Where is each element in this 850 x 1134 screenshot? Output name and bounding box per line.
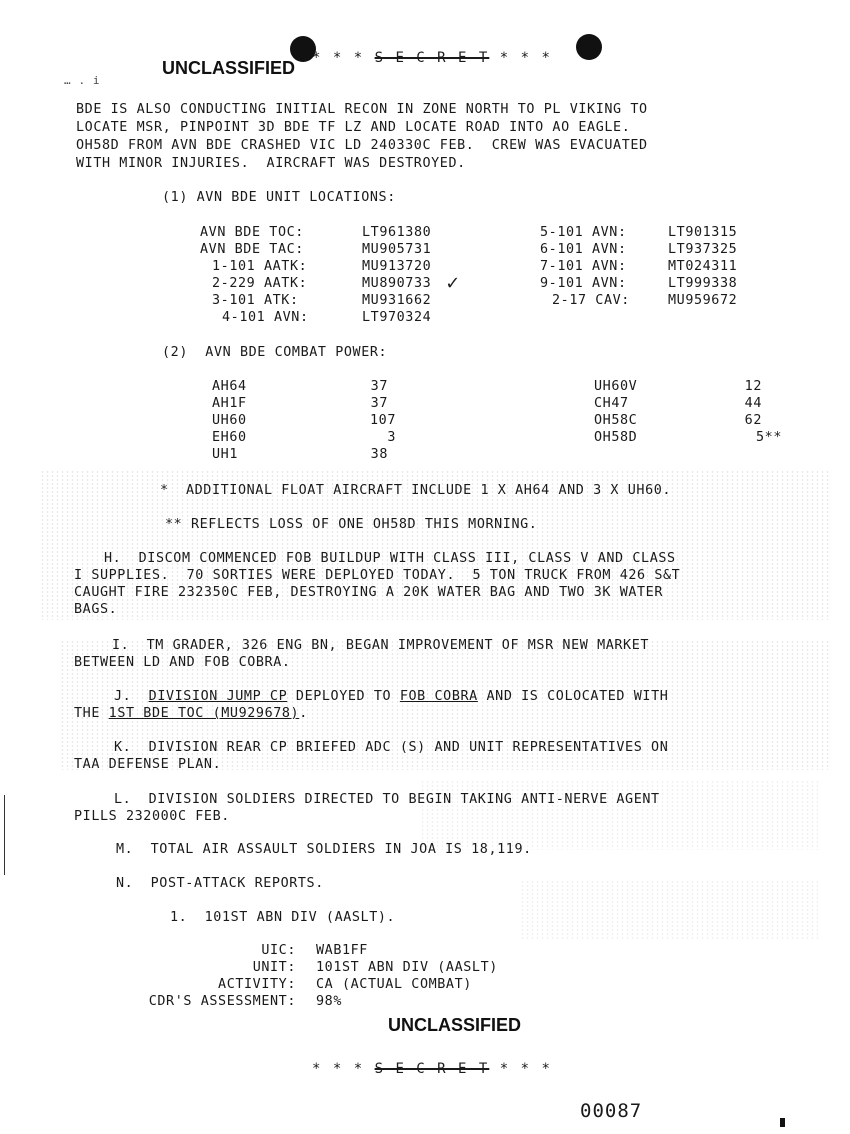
unit-name: 7-101 AVN: [540,259,627,274]
unit-name: 6-101 AVN: [540,242,627,257]
table-row [212,395,396,412]
field-value: CA (ACTUAL COMBAT) [316,977,472,992]
para-line: BETWEEN LD AND FOB COBRA. [74,655,291,670]
table-row [540,241,737,258]
aircraft-count: 12 [744,379,762,394]
paragraph-i [74,637,649,671]
first-bde-toc: 1ST BDE TOC (MU929678) [108,706,300,721]
table-row [540,275,737,292]
combat-power-left-table [212,378,396,463]
table-row [594,429,782,446]
locations-right-table [540,224,737,309]
grid-ref: MU890733 [362,276,432,291]
para-line: BAGS. [74,602,118,617]
table-row [594,378,782,395]
paragraph-j [74,688,668,722]
field-label: UNIT: [252,960,296,975]
intro-line: LOCATE MSR, PINPOINT 3D BDE TF LZ AND LOCATE ROAD INTO AO EAGLE. [76,120,631,135]
table-row [100,942,498,959]
note-reflects-loss: ** REFLECTS LOSS OF ONE OH58D THIS MORNING. [165,517,538,532]
unit-name: 5-101 AVN: [540,225,627,240]
secret-prefix: * * * [312,1061,365,1077]
combat-power-right-table [594,378,782,446]
paragraph-l [74,791,660,825]
table-row [100,959,498,976]
classification-banner-bottom: UNCLASSIFIED [388,1015,522,1035]
table-row [200,258,460,275]
para-line: TAA DEFENSE PLAN. [74,757,222,772]
grid-ref: MT024311 [668,259,738,274]
para-line: L. DIVISION SOLDIERS DIRECTED TO BEGIN TAKING ANTI-NERVE AGENT [114,792,660,807]
para-label: J. [114,689,149,704]
table-row [594,395,782,412]
aircraft-count: 37 [370,379,388,394]
table-row [212,412,396,429]
grid-ref: MU931662 [362,293,432,308]
aircraft-count: 44 [744,396,762,411]
aircraft-type: UH1 [212,447,238,462]
paragraph-k [74,739,668,773]
table-row [100,976,498,993]
table-row [212,446,396,463]
field-label: UIC: [261,943,296,958]
unit-name: 3-101 ATK: [212,293,299,308]
table-row [594,412,782,429]
aircraft-type: AH1F [212,396,247,411]
locations-heading: (1) AVN BDE UNIT LOCATIONS: [162,190,396,205]
aircraft-type: UH60 [212,413,247,428]
para-line: I SUPPLIES. 70 SORTIES WERE DEPLOYED TODAY. 5 TON TRUCK FROM 426 S&T [74,568,681,583]
field-value: 98% [316,994,342,1009]
aircraft-count: 5** [756,430,782,445]
grid-ref: LT999338 [668,276,738,291]
redaction-dot-right [576,34,602,60]
aircraft-type: AH64 [212,379,247,394]
secret-prefix: * * * [312,50,365,66]
unit-name: AVN BDE TOC: [200,225,304,240]
table-row [540,224,737,241]
table-row [540,292,737,309]
intro-line: OH58D FROM AVN BDE CRASHED VIC LD 240330C FEB. CREW WAS EVACUATED [76,138,648,153]
table-row [200,241,460,258]
field-value: 101ST ABN DIV (AASLT) [316,960,498,975]
grid-ref: LT961380 [362,225,432,240]
intro-line: BDE IS ALSO CONDUCTING INITIAL RECON IN ZONE NORTH TO PL VIKING TO [76,102,648,117]
aircraft-count: 107 [370,413,396,428]
secret-word: S E C R E T [374,50,490,66]
table-row [200,275,460,292]
combat-power-heading: (2) AVN BDE COMBAT POWER: [162,345,388,360]
report-heading: 1. 101ST ABN DIV (AASLT). [170,910,396,925]
table-row [200,292,460,309]
locations-left-table [200,224,460,326]
secret-suffix: * * * [499,1061,552,1077]
corner-speck [780,1118,785,1127]
classification-banner-top: UNCLASSIFIED [162,58,296,78]
table-row [212,429,396,446]
para-line [74,688,668,705]
table-row [212,378,396,395]
secret-marking-top [312,50,552,66]
para-text: . [299,706,308,721]
unit-name: 9-101 AVN: [540,276,627,291]
fob-cobra: FOB COBRA [399,689,478,704]
aircraft-type: CH47 [594,396,629,411]
grid-ref: LT937325 [668,242,738,257]
unit-name: 4-101 AVN: [222,310,309,325]
page-number: 00087 [580,1100,643,1122]
paragraph-n: N. POST-ATTACK REPORTS. [116,876,324,891]
para-line: PILLS 232000C FEB. [74,809,230,824]
paragraph-h [74,550,680,618]
report-fields [100,942,498,1010]
secret-word: S E C R E T [374,1061,490,1077]
unit-name: 2-17 CAV: [552,293,630,308]
field-value: WAB1FF [316,943,368,958]
para-text: DEPLOYED TO [287,689,400,704]
field-label: ACTIVITY: [218,977,296,992]
intro-line: WITH MINOR INJURIES. AIRCRAFT WAS DESTROYED. [76,156,466,171]
unit-name: AVN BDE TAC: [200,242,304,257]
scan-noise [520,880,820,940]
check-mark-icon: ✓ [445,273,461,294]
division-jump-cp: DIVISION JUMP CP [148,689,288,704]
paragraph-m: M. TOTAL AIR ASSAULT SOLDIERS IN JOA IS 18,119. [116,842,532,857]
para-text: THE [74,706,109,721]
secret-suffix: * * * [499,50,552,66]
grid-ref: LT901315 [668,225,738,240]
table-row [200,309,460,326]
unit-name: 2-229 AATK: [212,276,308,291]
aircraft-type: OH58D [594,430,638,445]
aircraft-count: 38 [370,447,388,462]
para-line: K. DIVISION REAR CP BRIEFED ADC (S) AND UNIT REPRESENTATIVES ON [114,740,669,755]
para-line: CAUGHT FIRE 232350C FEB, DESTROYING A 20K WATER BAG AND TWO 3K WATER [74,585,664,600]
para-line: H. DISCOM COMMENCED FOB BUILDUP WITH CLASS III, CLASS V AND CLASS [104,551,676,566]
aircraft-count: 62 [744,413,762,428]
grid-ref: MU905731 [362,242,432,257]
table-row [540,258,737,275]
margin-rule [4,795,5,875]
para-line [74,705,668,722]
aircraft-type: UH60V [594,379,638,394]
unit-name: 1-101 AATK: [212,259,308,274]
aircraft-type: OH58C [594,413,638,428]
grid-ref: MU913720 [362,259,432,274]
note-additional-aircraft: * ADDITIONAL FLOAT AIRCRAFT INCLUDE 1 X AH64 AND 3 X UH60. [160,483,672,498]
intro-paragraph [76,101,648,173]
para-text: AND IS COLOCATED WITH [477,689,669,704]
margin-mark: … . i [64,74,101,87]
grid-ref: MU959672 [668,293,738,308]
table-row [200,224,460,241]
field-label: CDR'S ASSESSMENT: [148,994,296,1009]
aircraft-count: 37 [370,396,388,411]
para-line: I. TM GRADER, 326 ENG BN, BEGAN IMPROVEMENT OF MSR NEW MARKET [112,638,650,653]
grid-ref: LT970324 [362,310,432,325]
aircraft-count: 3 [387,430,396,445]
secret-marking-bottom [312,1061,552,1077]
aircraft-type: EH60 [212,430,247,445]
table-row [100,993,498,1010]
